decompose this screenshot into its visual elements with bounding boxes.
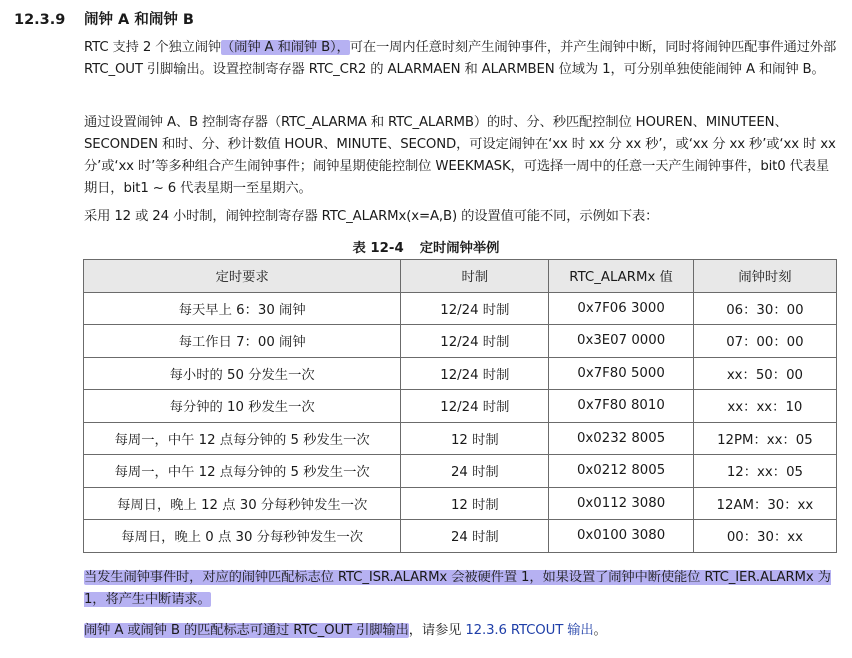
- table-row: [84, 357, 837, 390]
- table-row: [84, 520, 837, 553]
- table-row: [84, 487, 837, 520]
- col-header-register-value: RTC_ALARMx 值: [549, 260, 693, 293]
- table-row: [84, 325, 837, 358]
- highlight-rtc-out-text: 闹钟 A 或闹钟 B 的匹配标志可通过 RTC_OUT 引脚输出: [84, 623, 409, 638]
- paragraph-intro: [84, 37, 840, 81]
- paragraph-table-intro: 采用 12 或 24 小时制，闹钟控制寄存器 RTC_ALARMx(x=A,B) 的设置值可能不同，示例如下表：: [84, 209, 659, 224]
- col-header-time-format: 时制: [401, 260, 549, 293]
- paragraph-interrupt: [84, 567, 840, 611]
- paragraph-intro-text-b: 可在一周内任意时刻产生闹钟事件，并产生闹钟中断，同时将闹钟匹配事件通过外部 RTC_OUT 引脚输出。设置控制寄存器 RTC_CR2 的 ALARMAEN 和 ALARMBEN 位域为 1，可分别单独使能闹钟 A 和闹钟 B。: [84, 40, 837, 77]
- cell-alarm-time: 12：xx：05: [693, 455, 836, 488]
- paragraph-intro-text-a: RTC 支持 2 个独立闹钟: [84, 40, 222, 55]
- cell-requirement: 每分钟的 10 秒发生一次: [84, 390, 401, 423]
- cell-alarm-time: xx：xx：10: [693, 390, 836, 423]
- cell-time-format: 12/24 时制: [401, 325, 549, 358]
- paragraph-rtc-out: [84, 620, 840, 642]
- table-row: [84, 390, 837, 423]
- cell-alarm-time: xx：50：00: [693, 357, 836, 390]
- cell-requirement: 每周日，晚上 0 点 30 分每秒钟发生一次: [84, 520, 401, 553]
- cell-time-format: 12/24 时制: [401, 357, 549, 390]
- alarm-examples-table: [83, 259, 837, 553]
- cell-register-value: 0x7F80 8010: [549, 390, 693, 423]
- table-caption-title: 定时闹钟举例: [419, 241, 500, 256]
- cell-time-format: 12/24 时制: [401, 292, 549, 325]
- paragraph-rtc-out-end: 。: [593, 623, 607, 638]
- cell-time-format: 12/24 时制: [401, 390, 549, 423]
- cell-alarm-time: 00：30：xx: [693, 520, 836, 553]
- cell-time-format: 12 时制: [401, 422, 549, 455]
- table-row: [84, 422, 837, 455]
- highlight-alarm-names: （闹钟 A 和闹钟 B），: [221, 40, 350, 55]
- cell-requirement: 每天早上 6：30 闹钟: [84, 292, 401, 325]
- highlight-interrupt-text: 当发生闹钟事件时，对应的闹钟匹配标志位 RTC_ISR.ALARMx 会被硬件置 1，如果设置了闹钟中断使能位 RTC_IER.ALARMx 为 1，将产生中断请求。: [84, 570, 831, 607]
- cell-register-value: 0x3E07 0000: [549, 325, 693, 358]
- cell-alarm-time: 07：00：00: [693, 325, 836, 358]
- table-caption-number: 表 12-4: [352, 241, 404, 256]
- cell-requirement: 每周日，晚上 12 点 30 分每秒钟发生一次: [84, 487, 401, 520]
- cell-time-format: 12 时制: [401, 487, 549, 520]
- section-number: 12.3.9: [14, 12, 66, 28]
- cell-register-value: 0x0112 3080: [549, 487, 693, 520]
- table-row: [84, 455, 837, 488]
- section-heading: [14, 8, 194, 29]
- cell-register-value: 0x0212 8005: [549, 455, 693, 488]
- col-header-alarm-time: 闹钟时刻: [693, 260, 836, 293]
- table-row: [84, 292, 837, 325]
- paragraph-rtc-out-text: ，请参见: [408, 623, 466, 638]
- cell-time-format: 24 时制: [401, 455, 549, 488]
- col-header-requirement: 定时要求: [84, 260, 401, 293]
- section-title: 闹钟 A 和闹钟 B: [84, 12, 194, 28]
- table-caption: [0, 237, 852, 256]
- table-header-row: [84, 260, 837, 293]
- cell-register-value: 0x0100 3080: [549, 520, 693, 553]
- cell-alarm-time: 12AM：30：xx: [693, 487, 836, 520]
- cell-register-value: 0x7F80 5000: [549, 357, 693, 390]
- cell-requirement: 每周一，中午 12 点每分钟的 5 秒发生一次: [84, 455, 401, 488]
- cell-register-value: 0x0232 8005: [549, 422, 693, 455]
- cell-alarm-time: 12PM：xx：05: [693, 422, 836, 455]
- cell-requirement: 每工作日 7：00 闹钟: [84, 325, 401, 358]
- cell-alarm-time: 06：30：00: [693, 292, 836, 325]
- paragraph-alarm-config: 通过设置闹钟 A、B 控制寄存器（RTC_ALARMA 和 RTC_ALARMB）的时、分、秒匹配控制位 HOUREN、MINUTEEN、SECONDEN 和时、分、秒计数值 HOUR、MINUTE、SECOND，可设定闹钟在‘xx 时 xx 分 xx 秒’，或‘xx 分 xx 秒’或‘xx 时 xx 分’或‘xx 时’等多种组合产生闹钟事件；闹钟星期使能控制位 WEEKMASK，可选择一周中的任意一天产生闹钟事件，bit0 代表星期日，bit1 ~ 6 代表星期一至星期六。: [84, 115, 836, 196]
- cell-requirement: 每周一，中午 12 点每分钟的 5 秒发生一次: [84, 422, 401, 455]
- cell-register-value: 0x7F06 3000: [549, 292, 693, 325]
- rtcout-section-link[interactable]: 12.3.6 RTCOUT 输出: [465, 623, 594, 638]
- cell-time-format: 24 时制: [401, 520, 549, 553]
- cell-requirement: 每小时的 50 分发生一次: [84, 357, 401, 390]
